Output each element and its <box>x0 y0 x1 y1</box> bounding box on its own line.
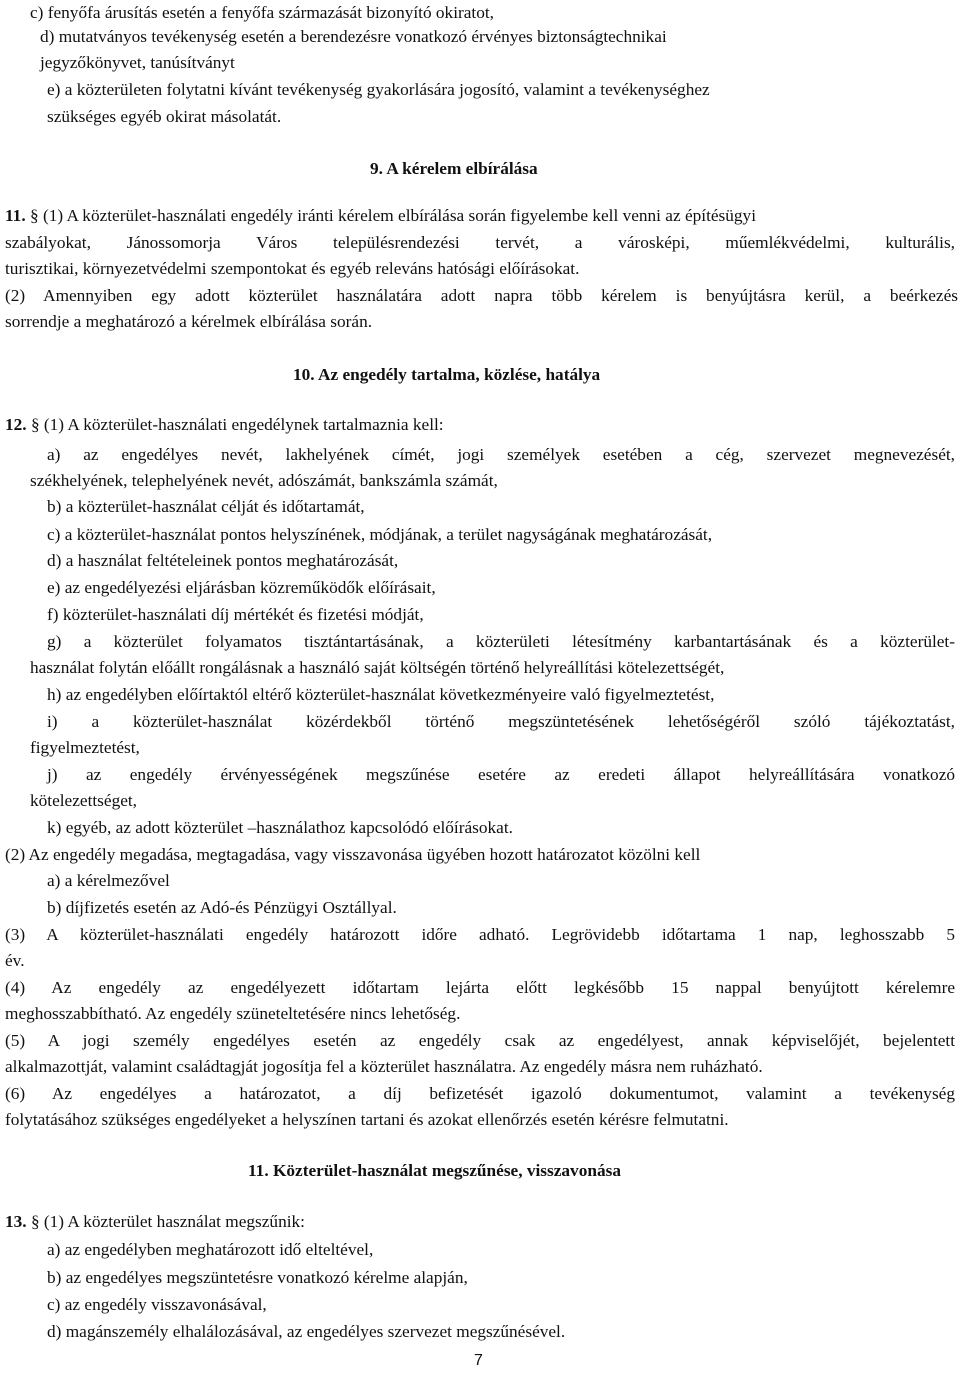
item-13b: b) az engedélyes megszüntetésre vonatkozó kérelme alapján, <box>47 1268 468 1287</box>
item-12i-line-2: figyelmeztetést, <box>30 738 140 757</box>
item-12b: b) a közterület-használat célját és időtartamát, <box>47 497 365 516</box>
para-12-3-line-1: (3) A közterület-használati engedély határozott időre adható. Legrövidebb időtartama 1 nap, leghosszabb 5 <box>5 925 955 944</box>
item-12e: e) az engedélyezési eljárásban közreműködők előírásait, <box>47 578 436 597</box>
item-12c: c) a közterület-használat pontos helyszínének, módjának, a terület nagyságának meghatározását, <box>47 525 713 544</box>
para-12-6-line-2: folytatásához szükséges engedélyeket a helyszínen tartani és azokat ellenőrzés esetén kérésre felmutatni. <box>5 1110 729 1129</box>
item-13c: c) az engedély visszavonásával, <box>47 1295 267 1314</box>
para-13-intro <box>5 1209 305 1235</box>
para-12-4-line-1: (4) Az engedély az engedélyezett időtartam lejárta előtt legkésőbb 15 nappal benyújtott kérelemre <box>5 978 955 997</box>
para-12-4-line-2: meghosszabbítható. Az engedély szüneteltetésére nincs lehetőség. <box>5 1004 461 1023</box>
item-13a: a) az engedélyben meghatározott idő elteltével, <box>47 1240 374 1259</box>
para-12-6-line-1: (6) Az engedélyes a határozatot, a díj befizetését igazoló dokumentumot, valamint a tevékenység <box>5 1084 955 1103</box>
para-12-3-line-2: év. <box>5 951 25 970</box>
item-12j-line-2: kötelezettséget, <box>30 791 137 810</box>
section-10-heading: 10. Az engedély tartalma, közlése, hatálya <box>293 365 601 384</box>
item-12a-line-1: a) az engedélyes nevét, lakhelyének címét, jogi személyek esetében a cég, szervezet megnevezését, <box>47 445 955 464</box>
item-d-cont: jegyzőkönyvet, tanúsítványt <box>40 53 235 72</box>
item-12-2a: a) a kérelmezővel <box>47 871 170 890</box>
para-11-2-line-2: sorrendje a meghatározó a kérelmek elbírálása során. <box>5 312 373 331</box>
item-12h: h) az engedélyben előírtaktól eltérő közterület-használat következményeire való figyelmeztetést, <box>47 685 715 704</box>
section-11-heading: 11. Közterület-használat megszűnése, visszavonása <box>248 1161 621 1180</box>
item-d: d) mutatványos tevékenység esetén a berendezésre vonatkozó érvényes biztonságtechnikai <box>40 27 667 46</box>
para-13-text: § (1) A közterület használat megszűnik: <box>30 1212 305 1231</box>
item-13d: d) magánszemély elhalálozásával, az engedélyes szervezet megszűnésével. <box>47 1322 566 1341</box>
item-12g-line-1: g) a közterület folyamatos tisztántartásának, a közterületi létesítmény karbantartásának és a közterület- <box>47 632 955 651</box>
item-e: e) a közterületen folytatni kívánt tevékenység gyakorlására jogosító, valamint a tevékenységhez <box>47 80 710 99</box>
item-12f: f) közterület-használati díj mértékét és fizetési módját, <box>47 605 424 624</box>
para-12-5-line-2: alkalmazottját, valamint családtagját jogosítja fel a közterület használatra. Az engedély másra nem ruházható. <box>5 1057 763 1076</box>
para-11-line-2: szabályokat, Jánossomorja Város településrendezési tervét, a városképi, műemlékvédelmi, kulturális, <box>5 233 955 252</box>
para-12-text: § (1) A közterület-használati engedélynek tartalmaznia kell: <box>30 415 444 434</box>
item-c: c) fenyőfa árusítás esetén a fenyőfa származását bizonyító okiratot, <box>30 3 494 22</box>
item-12k: k) egyéb, az adott közterület –használathoz kapcsolódó előírásokat. <box>47 818 513 837</box>
para-11-line-1 <box>5 203 756 229</box>
section-9-heading: 9. A kérelem elbírálása <box>370 159 538 178</box>
item-12g-line-2: használat folytán előállt rongálásnak a használó saját költségén történő helyreállítási kötelezettségét, <box>30 658 725 677</box>
para-11-line-3: turisztikai, környezetvédelmi szempontokat és egyéb releváns hatósági előírásokat. <box>5 259 580 278</box>
para-13-number: 13. <box>5 1212 27 1231</box>
item-12i-line-1: i) a közterület-használat közérdekből történő megszüntetésének lehetőségéről szóló tájékoztatást, <box>47 712 955 731</box>
para-11-text: § (1) A közterület-használati engedély iránti kérelem elbírálása során figyelembe kell venni az építésügyi <box>29 206 756 225</box>
item-12-2b: b) díjfizetés esetén az Adó-és Pénzügyi Osztállyal. <box>47 898 397 917</box>
item-12d: d) a használat feltételeinek pontos meghatározását, <box>47 551 399 570</box>
para-12-number: 12. <box>5 415 27 434</box>
para-11-2-line-1: (2) Amennyiben egy adott közterület használatára adott napra több kérelem is benyújtásra kerül, a beérkezés <box>5 286 958 305</box>
page-number: 7 <box>474 1352 483 1369</box>
para-11-number: 11. <box>5 206 26 225</box>
item-12a-line-2: székhelyének, telephelyének nevét, adószámát, bankszámla számát, <box>30 471 498 490</box>
item-12j-line-1: j) az engedély érvényességének megszűnése esetére az eredeti állapot helyreállítására vonatkozó <box>47 765 955 784</box>
para-12-5-line-1: (5) A jogi személy engedélyes esetén az engedély csak az engedélyest, annak képviselőjét, bejelentett <box>5 1031 955 1050</box>
item-e-cont: szükséges egyéb okirat másolatát. <box>47 107 282 126</box>
para-12-2: (2) Az engedély megadása, megtagadása, vagy visszavonása ügyében hozott határozatot közölni kell <box>5 845 701 864</box>
para-12-intro <box>5 412 444 438</box>
